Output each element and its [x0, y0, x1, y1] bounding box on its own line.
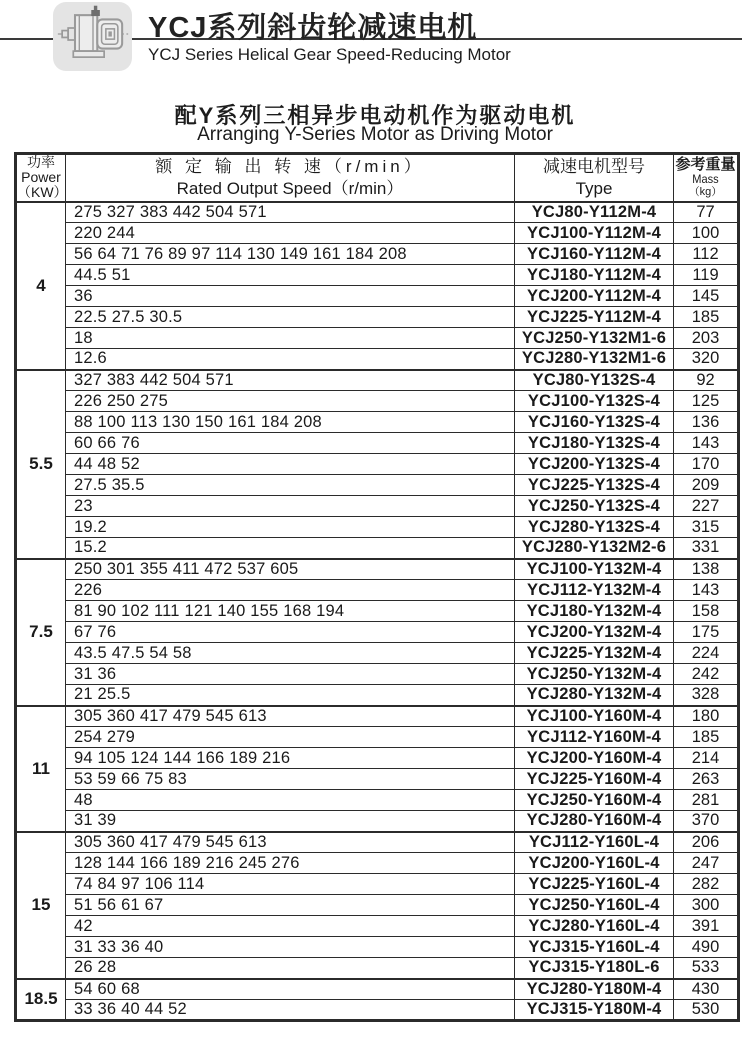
speed-cell: 81 90 102 111 121 140 155 168 194 — [66, 601, 515, 622]
mass-cell: 77 — [674, 202, 739, 223]
speed-cell: 51 56 61 67 — [66, 895, 515, 916]
type-cell: YCJ180-Y132M-4 — [515, 601, 674, 622]
table-row — [16, 370, 739, 391]
speed-cell: 74 84 97 106 114 — [66, 874, 515, 895]
speed-cell: 220 244 — [66, 223, 515, 244]
type-cell: YCJ250-Y160L-4 — [515, 895, 674, 916]
table-row — [16, 979, 739, 1000]
table-row — [16, 517, 739, 538]
col-header-power — [16, 154, 66, 202]
type-cell: YCJ225-Y160L-4 — [515, 874, 674, 895]
col-header-type — [515, 154, 674, 202]
speed-cell: 43.5 47.5 54 58 — [66, 643, 515, 664]
table-row — [16, 265, 739, 286]
type-cell: YCJ225-Y112M-4 — [515, 307, 674, 328]
table-row — [16, 832, 739, 853]
type-cell: YCJ112-Y160M-4 — [515, 727, 674, 748]
type-cell: YCJ280-Y160L-4 — [515, 916, 674, 937]
mass-cell: 530 — [674, 1000, 739, 1021]
mass-cell: 185 — [674, 727, 739, 748]
power-cell: 4 — [16, 202, 66, 370]
table-row — [16, 748, 739, 769]
table-row — [16, 433, 739, 454]
type-cell: YCJ80-Y132S-4 — [515, 370, 674, 391]
table-row — [16, 769, 739, 790]
type-cell: YCJ80-Y112M-4 — [515, 202, 674, 223]
speed-cell: 88 100 113 130 150 161 184 208 — [66, 412, 515, 433]
speed-cell: 23 — [66, 496, 515, 517]
type-cell: YCJ250-Y132S-4 — [515, 496, 674, 517]
table-row — [16, 559, 739, 580]
type-cell: YCJ280-Y132M2-6 — [515, 538, 674, 559]
table-row — [16, 916, 739, 937]
table-row — [16, 412, 739, 433]
power-header-unit: （KW） — [17, 184, 68, 201]
table-row — [16, 1000, 739, 1021]
page-title: YCJ系列斜齿轮减速电机 — [148, 12, 478, 44]
mass-cell: 490 — [674, 937, 739, 958]
section-title-en: Arranging Y-Series Motor as Driving Motor — [197, 124, 553, 145]
power-cell: 11 — [16, 706, 66, 832]
col-header-speed — [66, 154, 515, 202]
mass-cell: 125 — [674, 391, 739, 412]
mass-cell: 180 — [674, 706, 739, 727]
type-header-cn: 减速电机型号 — [543, 157, 645, 177]
table-row — [16, 202, 739, 223]
table-row — [16, 727, 739, 748]
table-row — [16, 937, 739, 958]
table-row — [16, 244, 739, 265]
mass-cell: 224 — [674, 643, 739, 664]
type-cell: YCJ225-Y132M-4 — [515, 643, 674, 664]
speed-cell: 67 76 — [66, 622, 515, 643]
speed-header-cn: 额 定 输 出 转 速（r/min） — [155, 157, 425, 177]
mass-cell: 391 — [674, 916, 739, 937]
speed-cell: 31 36 — [66, 664, 515, 685]
table-row — [16, 853, 739, 874]
speed-cell: 56 64 71 76 89 97 114 130 149 161 184 208 — [66, 244, 515, 265]
mass-cell: 112 — [674, 244, 739, 265]
speed-cell: 12.6 — [66, 349, 515, 370]
power-cell: 18.5 — [16, 979, 66, 1021]
table-row — [16, 706, 739, 727]
mass-header-en: Mass — [692, 171, 719, 186]
mass-cell: 138 — [674, 559, 739, 580]
speed-cell: 54 60 68 — [66, 979, 515, 1000]
speed-cell: 36 — [66, 286, 515, 307]
table-row — [16, 685, 739, 706]
type-cell: YCJ280-Y132M-4 — [515, 685, 674, 706]
type-cell: YCJ100-Y132M-4 — [515, 559, 674, 580]
table-row — [16, 349, 739, 370]
mass-cell: 263 — [674, 769, 739, 790]
power-cell: 5.5 — [16, 370, 66, 559]
type-cell: YCJ315-Y180M-4 — [515, 1000, 674, 1021]
mass-cell: 328 — [674, 685, 739, 706]
speed-header-en: Rated Output Speed（r/min） — [176, 179, 404, 199]
type-cell: YCJ250-Y132M1-6 — [515, 328, 674, 349]
type-cell: YCJ100-Y132S-4 — [515, 391, 674, 412]
table-row — [16, 622, 739, 643]
speed-cell: 31 39 — [66, 811, 515, 832]
mass-cell: 331 — [674, 538, 739, 559]
table-row — [16, 811, 739, 832]
speed-cell: 226 — [66, 580, 515, 601]
table-row — [16, 328, 739, 349]
speed-cell: 254 279 — [66, 727, 515, 748]
type-cell: YCJ250-Y132M-4 — [515, 664, 674, 685]
type-cell: YCJ200-Y160M-4 — [515, 748, 674, 769]
speed-cell: 250 301 355 411 472 537 605 — [66, 559, 515, 580]
speed-cell: 44 48 52 — [66, 454, 515, 475]
type-cell: YCJ180-Y112M-4 — [515, 265, 674, 286]
speed-cell: 19.2 — [66, 517, 515, 538]
mass-cell: 242 — [674, 664, 739, 685]
motor-spec-table — [14, 152, 740, 1022]
type-cell: YCJ200-Y112M-4 — [515, 286, 674, 307]
power-header-en: Power — [21, 169, 61, 186]
speed-cell: 18 — [66, 328, 515, 349]
table-row — [16, 643, 739, 664]
type-cell: YCJ180-Y132S-4 — [515, 433, 674, 454]
table-row — [16, 790, 739, 811]
speed-cell: 327 383 442 504 571 — [66, 370, 515, 391]
speed-cell: 31 33 36 40 — [66, 937, 515, 958]
mass-cell: 100 — [674, 223, 739, 244]
speed-cell: 94 105 124 144 166 189 216 — [66, 748, 515, 769]
type-cell: YCJ112-Y132M-4 — [515, 580, 674, 601]
mass-cell: 282 — [674, 874, 739, 895]
mass-cell: 430 — [674, 979, 739, 1000]
type-cell: YCJ112-Y160L-4 — [515, 832, 674, 853]
type-cell: YCJ200-Y132S-4 — [515, 454, 674, 475]
speed-cell: 42 — [66, 916, 515, 937]
table-row — [16, 223, 739, 244]
power-header-cn: 功率 — [27, 154, 55, 171]
type-cell: YCJ280-Y160M-4 — [515, 811, 674, 832]
mass-cell: 206 — [674, 832, 739, 853]
table-row — [16, 538, 739, 559]
power-cell: 15 — [16, 832, 66, 979]
col-header-mass — [674, 154, 739, 202]
mass-cell: 320 — [674, 349, 739, 370]
speed-cell: 128 144 166 189 216 245 276 — [66, 853, 515, 874]
table-row — [16, 874, 739, 895]
type-cell: YCJ100-Y112M-4 — [515, 223, 674, 244]
speed-cell: 305 360 417 479 545 613 — [66, 706, 515, 727]
table-header-row — [16, 154, 739, 202]
speed-cell: 27.5 35.5 — [66, 475, 515, 496]
mass-cell: 119 — [674, 265, 739, 286]
table-row — [16, 895, 739, 916]
table-row — [16, 475, 739, 496]
speed-cell: 275 327 383 442 504 571 — [66, 202, 515, 223]
type-cell: YCJ100-Y160M-4 — [515, 706, 674, 727]
mass-header-unit: （kg） — [688, 185, 723, 198]
mass-cell: 227 — [674, 496, 739, 517]
mass-cell: 300 — [674, 895, 739, 916]
gear-motor-icon — [57, 3, 129, 70]
type-header-en: Type — [575, 179, 613, 199]
mass-cell: 281 — [674, 790, 739, 811]
mass-cell: 214 — [674, 748, 739, 769]
type-cell: YCJ315-Y180L-6 — [515, 958, 674, 979]
speed-cell: 26 28 — [66, 958, 515, 979]
table-row — [16, 496, 739, 517]
table-row — [16, 286, 739, 307]
mass-cell: 247 — [674, 853, 739, 874]
speed-cell: 22.5 27.5 30.5 — [66, 307, 515, 328]
speed-cell: 305 360 417 479 545 613 — [66, 832, 515, 853]
mass-cell: 143 — [674, 433, 739, 454]
type-cell: YCJ315-Y160L-4 — [515, 937, 674, 958]
type-cell: YCJ250-Y160M-4 — [515, 790, 674, 811]
type-cell: YCJ160-Y112M-4 — [515, 244, 674, 265]
table-row — [16, 664, 739, 685]
table-row — [16, 958, 739, 979]
mass-cell: 370 — [674, 811, 739, 832]
mass-cell: 143 — [674, 580, 739, 601]
type-cell: YCJ160-Y132S-4 — [515, 412, 674, 433]
type-cell: YCJ200-Y160L-4 — [515, 853, 674, 874]
mass-cell: 92 — [674, 370, 739, 391]
mass-header-cn: 参考重量 — [675, 155, 736, 173]
type-cell: YCJ225-Y132S-4 — [515, 475, 674, 496]
type-cell: YCJ280-Y180M-4 — [515, 979, 674, 1000]
table-row — [16, 307, 739, 328]
speed-cell: 33 36 40 44 52 — [66, 1000, 515, 1021]
brand-logo — [53, 2, 132, 71]
speed-cell: 44.5 51 — [66, 265, 515, 286]
table-row — [16, 601, 739, 622]
page-subtitle: YCJ Series Helical Gear Speed-Reducing Motor — [148, 45, 511, 64]
type-cell: YCJ280-Y132M1-6 — [515, 349, 674, 370]
table-row — [16, 391, 739, 412]
speed-cell: 60 66 76 — [66, 433, 515, 454]
table-row — [16, 580, 739, 601]
mass-cell: 158 — [674, 601, 739, 622]
speed-cell: 226 250 275 — [66, 391, 515, 412]
section-title-cn: 配Y系列三相异步电动机作为驱动电机 — [174, 103, 576, 128]
speed-cell: 21 25.5 — [66, 685, 515, 706]
mass-cell: 175 — [674, 622, 739, 643]
speed-cell: 48 — [66, 790, 515, 811]
table-row — [16, 454, 739, 475]
mass-cell: 209 — [674, 475, 739, 496]
power-cell: 7.5 — [16, 559, 66, 706]
mass-cell: 136 — [674, 412, 739, 433]
mass-cell: 145 — [674, 286, 739, 307]
mass-cell: 185 — [674, 307, 739, 328]
speed-cell: 15.2 — [66, 538, 515, 559]
type-cell: YCJ225-Y160M-4 — [515, 769, 674, 790]
mass-cell: 170 — [674, 454, 739, 475]
speed-cell: 53 59 66 75 83 — [66, 769, 515, 790]
type-cell: YCJ200-Y132M-4 — [515, 622, 674, 643]
mass-cell: 203 — [674, 328, 739, 349]
mass-cell: 533 — [674, 958, 739, 979]
mass-cell: 315 — [674, 517, 739, 538]
type-cell: YCJ280-Y132S-4 — [515, 517, 674, 538]
